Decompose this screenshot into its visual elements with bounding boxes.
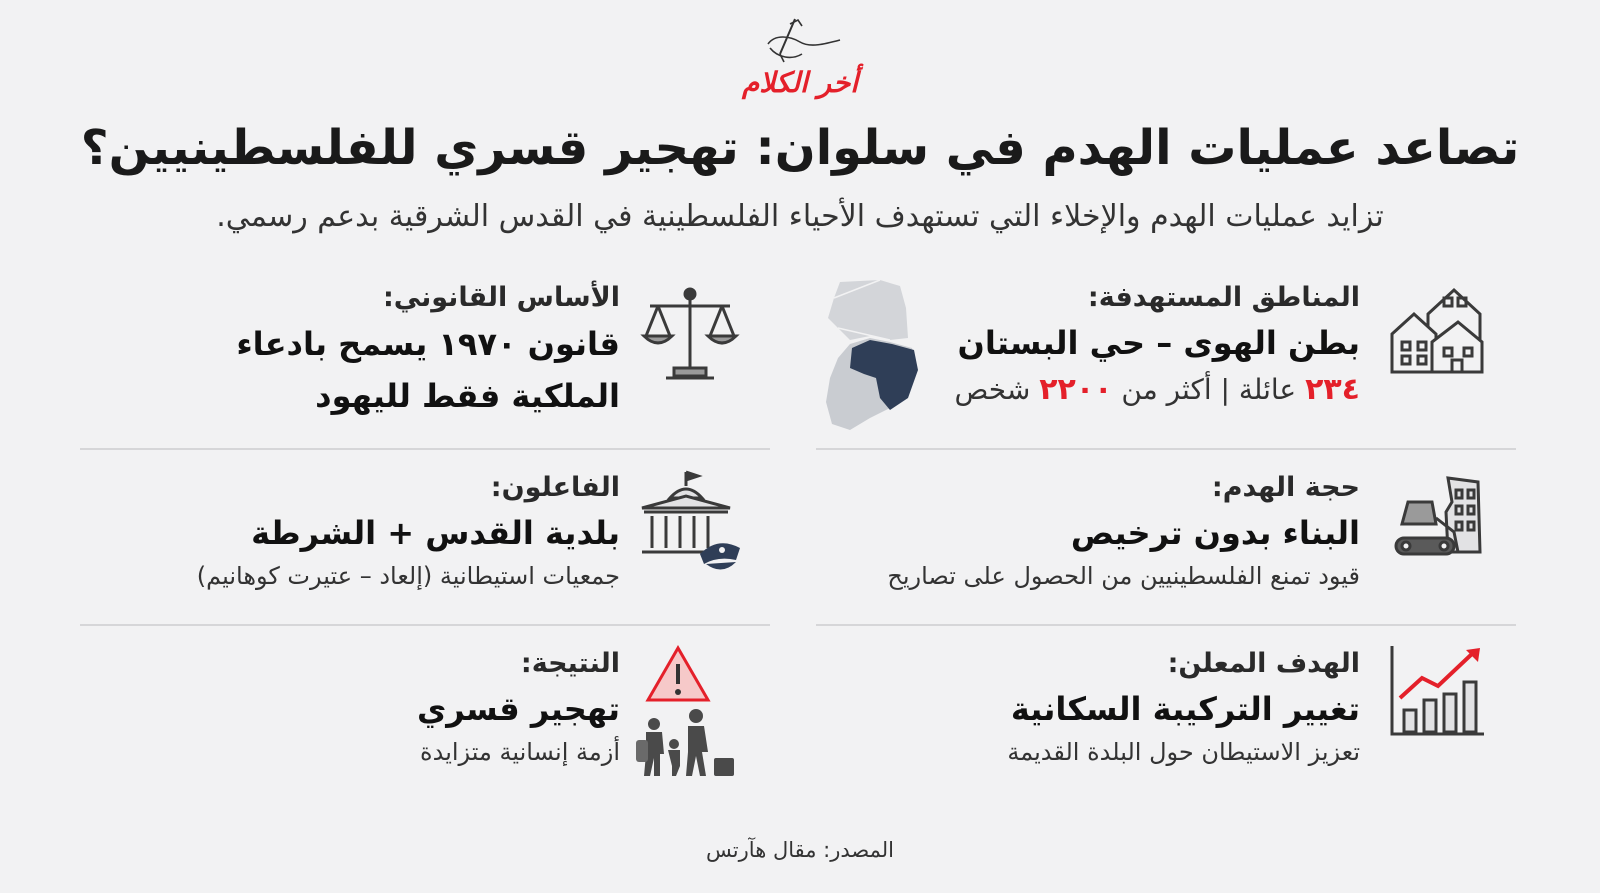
brand-logo: [710, 14, 890, 104]
card-result: [80, 638, 770, 788]
card-main: بلدية القدس + الشرطة: [251, 514, 620, 552]
row-divider: [80, 448, 770, 450]
card-main: البناء بدون ترخيص: [1070, 514, 1360, 552]
pen-hand-icon: [740, 14, 850, 74]
card-label: الأساس القانوني:: [383, 282, 620, 313]
card-label: النتيجة:: [520, 648, 620, 679]
bulldozer-icon: [1388, 472, 1488, 566]
card-sub: جمعيات استيطانية (إلعاد – عتيرت كوهانيم): [196, 562, 620, 590]
government-building-icon: [636, 468, 746, 582]
row-divider: [80, 624, 770, 626]
card-sub: أزمة إنسانية متزايدة: [420, 738, 620, 766]
card-sub: تعزيز الاستيطان حول البلدة القديمة: [1007, 738, 1360, 766]
card-label: حجة الهدم:: [1211, 472, 1360, 503]
rising-chart-icon: [1388, 644, 1488, 744]
page-subtitle: تزايد عمليات الهدم والإخلاء التي تستهدف الأحياء الفلسطينية في القدس الشرقية بدعم رسمي.: [216, 199, 1384, 234]
families-count: ٢٣٤: [1305, 372, 1360, 407]
card-main: تغيير التركيبة السكانية: [1010, 690, 1360, 728]
card-label: الفاعلون:: [490, 472, 620, 503]
families-label: عائلة | أكثر من: [1121, 373, 1297, 406]
scales-icon: [640, 284, 740, 388]
card-target-areas: [820, 270, 1510, 440]
people-count: ٢٢٠٠: [1039, 372, 1113, 407]
silwan-map-icon: [820, 278, 930, 442]
card-sub: قيود تمنع الفلسطينيين من الحصول على تصاريح: [887, 562, 1360, 590]
card-declared-goal: [820, 638, 1510, 788]
page-title: تصاعد عمليات الهدم في سلوان: تهجير قسري للفلسطينيين؟: [80, 120, 1520, 176]
card-actors: [80, 462, 770, 612]
card-main: بطن الهوى – حي البستان: [957, 324, 1360, 362]
card-main: قانون ١٩٧٠ يسمح بادعاء الملكية فقط لليهود: [236, 325, 620, 415]
families-stat: [930, 368, 1360, 412]
card-demolition-pretext: [820, 462, 1510, 612]
row-divider: [816, 624, 1516, 626]
people-label: شخص: [954, 373, 1031, 406]
card-label: المناطق المستهدفة:: [1087, 282, 1360, 313]
card-label: الهدف المعلن:: [1167, 648, 1360, 679]
card-main: تهجير قسري: [416, 690, 620, 728]
card-legal-basis: [80, 270, 770, 440]
displaced-family-icon: [630, 640, 740, 784]
source-footer: المصدر: مقال هآرتس: [706, 838, 894, 862]
logo-text: أخر الكلام: [741, 66, 859, 99]
row-divider: [816, 448, 1516, 450]
houses-icon: [1388, 284, 1484, 384]
